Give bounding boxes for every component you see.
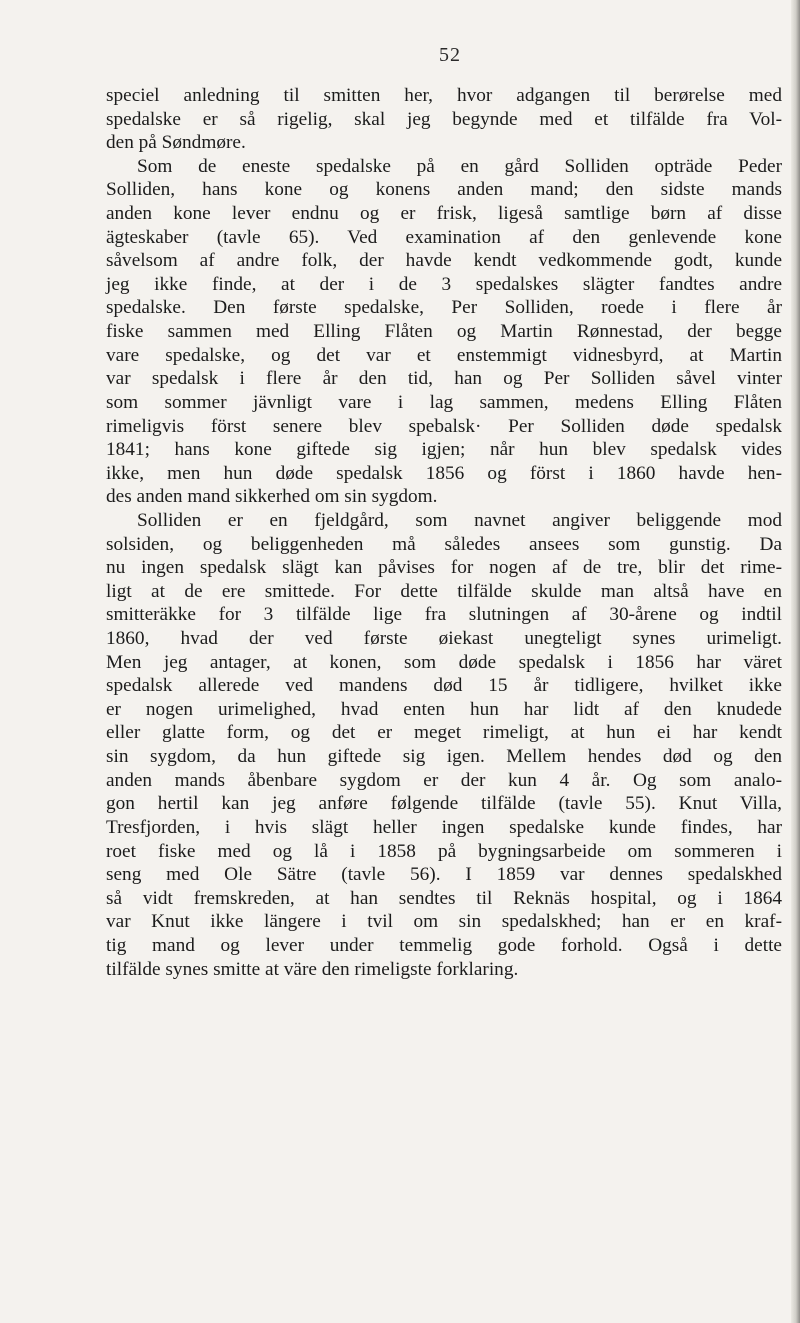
- text-line: den på Søndmøre.: [106, 132, 246, 154]
- text-line: ikke, men hun døde spedalsk 1856 og först i 1860 havde hen-: [106, 462, 782, 484]
- text-line: gon hertil kan jeg anføre følgende tilfälde (tavle 55). Knut Villa,: [106, 793, 782, 815]
- text-line: såvelsom af andre folk, der havde kendt vedkommende godt, kunde: [106, 250, 782, 272]
- text-line: spedalske. Den første spedalske, Per Solliden, roede i flere år: [106, 297, 782, 319]
- body-text: [106, 84, 782, 981]
- text-line: som sommer jävnligt vare i lag sammen, medens Elling Flåten: [106, 391, 782, 413]
- text-line: anden kone lever endnu og er frisk, ligeså samtlige børn af disse: [106, 203, 782, 225]
- text-line: Solliden er en fjeldgård, som navnet angiver beliggende mod: [137, 509, 782, 531]
- text-line: rimeligvis först senere blev spebalsk· Per Solliden døde spedalsk: [106, 415, 782, 437]
- text-line: vare spedalske, og det var et enstemmigt vidnesbyrd, at Martin: [106, 344, 782, 366]
- text-line: fiske sammen med Elling Flåten og Martin Rønnestad, der begge: [106, 321, 782, 343]
- text-line: ligt at de ere smittede. For dette tilfälde skulde man altså have en: [106, 580, 782, 602]
- text-line: tig mand og lever under temmelig gode forhold. Også i dette: [106, 934, 782, 956]
- text-line: smitteräkke for 3 tilfälde lige fra slutningen af 30-årene og indtil: [106, 604, 782, 626]
- page-edge-shadow: [791, 0, 800, 1323]
- text-line: Solliden, hans kone og konens anden mand; den sidste mands: [106, 179, 782, 201]
- text-line: tilfälde synes smitte at väre den rimeligste forklaring.: [106, 958, 519, 980]
- text-line: er nogen urimelighed, hvad enten hun har lidt af den knudede: [106, 698, 782, 720]
- text-line: nu ingen spedalsk slägt kan påvises for nogen af de tre, blir det rime-: [106, 557, 782, 579]
- text-line: spedalsk allerede ved mandens død 15 år tidligere, hvilket ikke: [106, 675, 782, 697]
- text-line: Som de eneste spedalske på en gård Solliden opträde Peder: [137, 155, 782, 177]
- text-line: 1860, hvad der ved første øiekast unegteligt synes urimeligt.: [106, 628, 782, 650]
- text-line: spedalske er så rigelig, skal jeg begynde med et tilfälde fra Vol-: [106, 108, 782, 130]
- text-line: så vidt fremskreden, at han sendtes til Reknäs hospital, og i 1864: [106, 887, 782, 909]
- text-line: var Knut ikke längere i tvil om sin spedalskhed; han er en kraf-: [106, 911, 782, 933]
- text-line: Men jeg antager, at konen, som døde spedalsk i 1856 har väret: [106, 651, 782, 673]
- text-line: roet fiske med og lå i 1858 på bygningsarbeide om sommeren i: [106, 840, 782, 862]
- text-line: 1841; hans kone giftede sig igjen; når hun blev spedalsk vides: [106, 439, 782, 461]
- text-line: sin sygdom, da hun giftede sig igen. Mellem hendes død og den: [106, 746, 782, 768]
- text-line: seng med Ole Sätre (tavle 56). I 1859 var dennes spedalskhed: [106, 864, 782, 886]
- paragraph-2: [106, 155, 782, 509]
- text-line: jeg ikke finde, at der i de 3 spedalskes slägter fandtes andre: [106, 273, 782, 295]
- paragraph-1: [106, 84, 782, 155]
- text-line: anden mands åbenbare sygdom er der kun 4 år. Og som analo-: [106, 769, 782, 791]
- text-line: eller glatte form, og det er meget rimeligt, at hun ei har kendt: [106, 722, 782, 744]
- paragraph-3: [106, 509, 782, 981]
- page-number: 52: [439, 44, 461, 66]
- text-line: speciel anledning til smitten her, hvor adgangen til berørelse med: [106, 85, 782, 106]
- text-line: ägteskaber (tavle 65). Ved examination af den genlevende kone: [106, 226, 782, 248]
- text-line: des anden mand sikkerhed om sin sygdom.: [106, 486, 438, 508]
- text-line: var spedalsk i flere år den tid, han og Per Solliden såvel vinter: [106, 368, 782, 390]
- text-line: solsiden, og beliggenheden må således ansees som gunstig. Da: [106, 533, 782, 555]
- text-line: Tresfjorden, i hvis slägt heller ingen spedalske kunde findes, har: [106, 816, 782, 838]
